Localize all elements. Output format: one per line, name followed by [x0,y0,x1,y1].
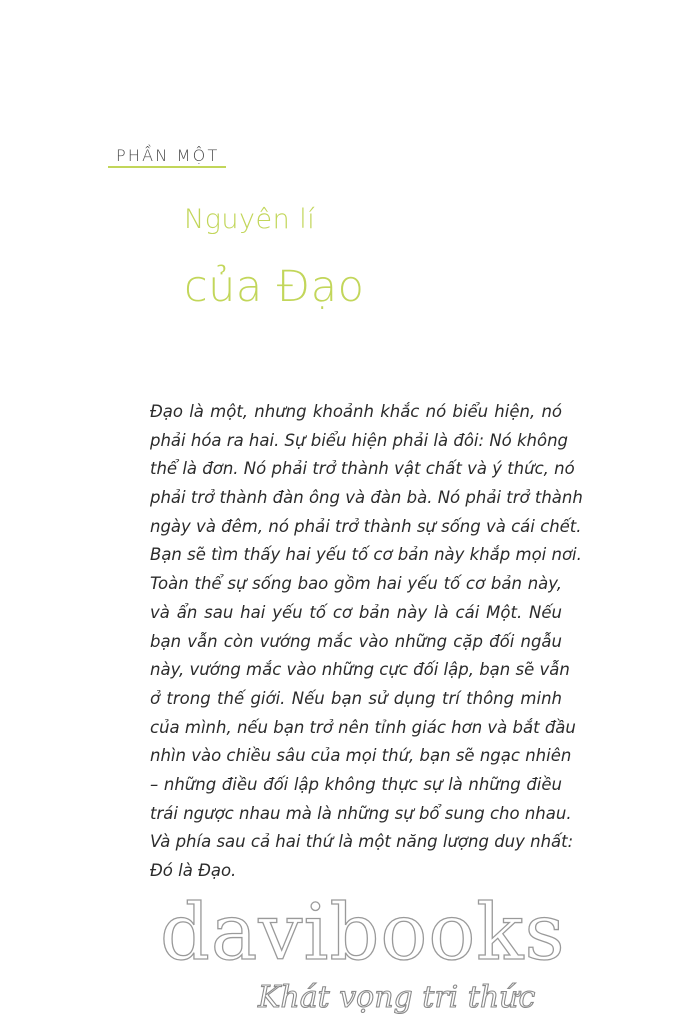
body-line: Bạn sẽ tìm thấy hai yếu tố cơ bản này khắp mọi nơi. [150,545,582,565]
body-line: bạn vẫn còn vướng mắc vào những cặp đối ngẫu [150,631,562,651]
body-line: của mình, nếu bạn trở nên tỉnh giác hơn và bắt đầu [150,717,576,737]
body-line: này, vướng mắc vào những cực đối lập, bạn sẽ vẫn [150,660,570,680]
part-label: PHẦN MỘT [116,146,220,165]
body-line: – những điều đối lập không thực sự là những điều [150,774,562,794]
body-line: nhìn vào chiều sâu của mọi thứ, bạn sẽ ngạc nhiên [150,746,572,766]
body-line: thể là đơn. Nó phải trở thành vật chất và ý thức, nó [150,459,575,479]
body-line: và ẩn sau hai yếu tố cơ bản này là cái Một. Nếu [150,602,562,622]
part-divider-line [108,166,226,168]
body-line: Toàn thể sự sống bao gồm hai yếu tố cơ bản này, [150,574,562,594]
watermark-brand: davibooks [160,888,566,978]
body-line: phải hóa ra hai. Sự biểu hiện phải là đôi: Nó không [150,430,569,450]
chapter-title-line-1: Nguyên lí [184,204,316,235]
body-line: phải trở thành đàn ông và đàn bà. Nó phải trở thành [150,488,583,508]
body-line: trái ngược nhau mà là những sự bổ sung cho nhau. [150,803,572,823]
watermark-tagline: Khát vọng tri thức [258,980,536,1015]
chapter-title-line-2: của Đạo [184,262,365,312]
body-line: ở trong thế giới. Nếu bạn sử dụng trí thông minh [150,688,562,708]
body-paragraph [150,398,583,886]
body-line: Đạo là một, nhưng khoảnh khắc nó biểu hiện, nó [150,402,562,421]
body-line: Đó là Đạo. [150,861,237,880]
body-line: Và phía sau cả hai thứ là một năng lượng duy nhất: [150,832,574,852]
body-line: ngày và đêm, nó phải trở thành sự sống và cái chết. [150,516,582,536]
